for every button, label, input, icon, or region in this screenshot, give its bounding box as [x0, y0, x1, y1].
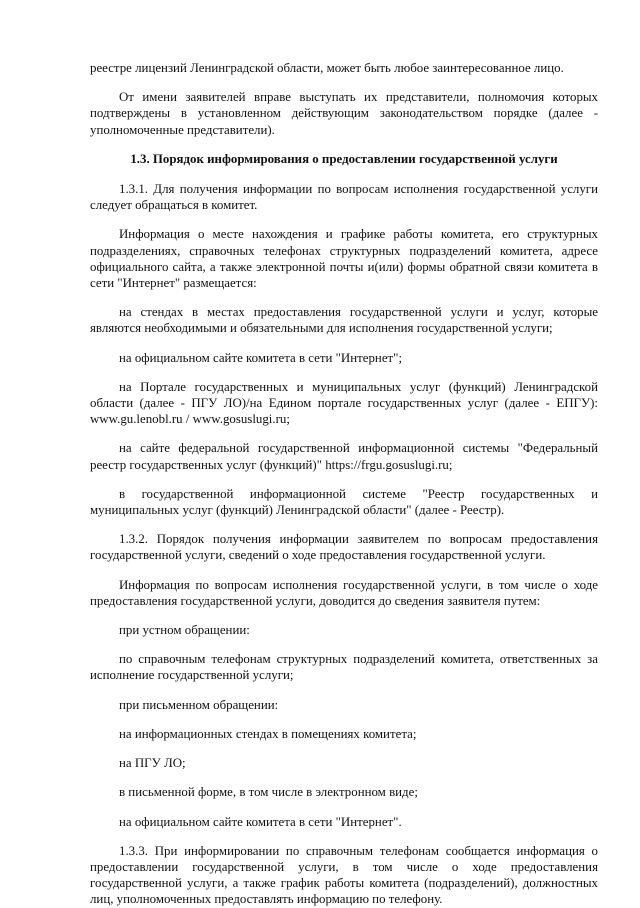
paragraph-oral-request: при устном обращении:: [119, 623, 250, 638]
paragraph-official-site-2: на официальном сайте комитета в сети "Интернет".: [119, 814, 402, 829]
paragraph-written-form: в письменной форме, в том числе в электронном виде;: [119, 785, 418, 800]
paragraph-pgu-lo: на ПГУ ЛО;: [119, 756, 186, 771]
paragraph-official-site: на официальном сайте комитета в сети "Интернет";: [119, 350, 403, 365]
paragraph-committee-info: Информация о месте нахождения и графике работы комитета, его структурных подразделениях, справочных телефонах структурных подразделений комитета, адресе официального сайта, а также электронной почты и(или) формы обратной связи комитета в сети "Интернет" размещается:: [90, 227, 598, 291]
paragraph-stands: на стендах в местах предоставления государственной услуги и услуг, которые являются необходимыми и обязательными для исполнения государственной услуги;: [90, 305, 598, 336]
paragraph-portal: на Портале государственных и муниципальных услуг (функций) Ленинградской области (далее - ПГУ ЛО)/на Едином портале государственных услуг (далее - ЕПГУ): www.gu.lenobl.ru / www.gosuslugi.ru;: [90, 379, 598, 427]
paragraph-1-3-2: 1.3.2. Порядок получения информации заявителем по вопросам предоставления государственной услуги, сведений о ходе предоставления государственной услуги.: [90, 532, 598, 563]
paragraph-written-request: при письменном обращении:: [119, 697, 279, 712]
paragraph-info-delivery: Информация по вопросам исполнения государственной услуги, в том числе о ходе предоставления государственной услуги, доводится до сведения заявителя путем:: [90, 577, 598, 608]
paragraph-license-registry: реестре лицензий Ленинградской области, может быть любое заинтересованное лицо.: [90, 61, 564, 75]
paragraph-info-stands: на информационных стендах в помещениях комитета;: [119, 726, 417, 741]
paragraph-state-system: в государственной информационной системе "Реестр государственных и муниципальных услуг (функций) Ленинградской области" (далее - Реестр).: [90, 486, 598, 518]
paragraph-phones: по справочным телефонам структурных подразделений комитета, ответственных за исполнение государственной услуги;: [90, 652, 598, 683]
paragraph-1-3-3: 1.3.3. При информировании по справочным телефонам сообщается информация о предоставлении государственной услуги, в том числе о ходе предоставления государственной услуги, а также график работы комитета (подразделений), должностных лиц, уполномоченных предоставлять информацию по телефону.: [90, 843, 598, 907]
paragraph-1-3-1: 1.3.1. Для получения информации по вопросам исполнения государственной услуги следует обращаться в комитет.: [90, 182, 598, 213]
section-heading-1-3: 1.3. Порядок информирования о предоставлении государственной услуги: [130, 151, 558, 166]
paragraph-representatives: От имени заявителей вправе выступать их представители, полномочия которых подтверждены в установленном действующим законодательством порядке (далее - уполномоченные представители).: [90, 90, 598, 137]
paragraph-federal-registry: на сайте федеральной государственной информационной системы "Федеральный реестр государственных услуг (функций)" https://frgu.gosuslugi.ru;: [90, 441, 598, 472]
